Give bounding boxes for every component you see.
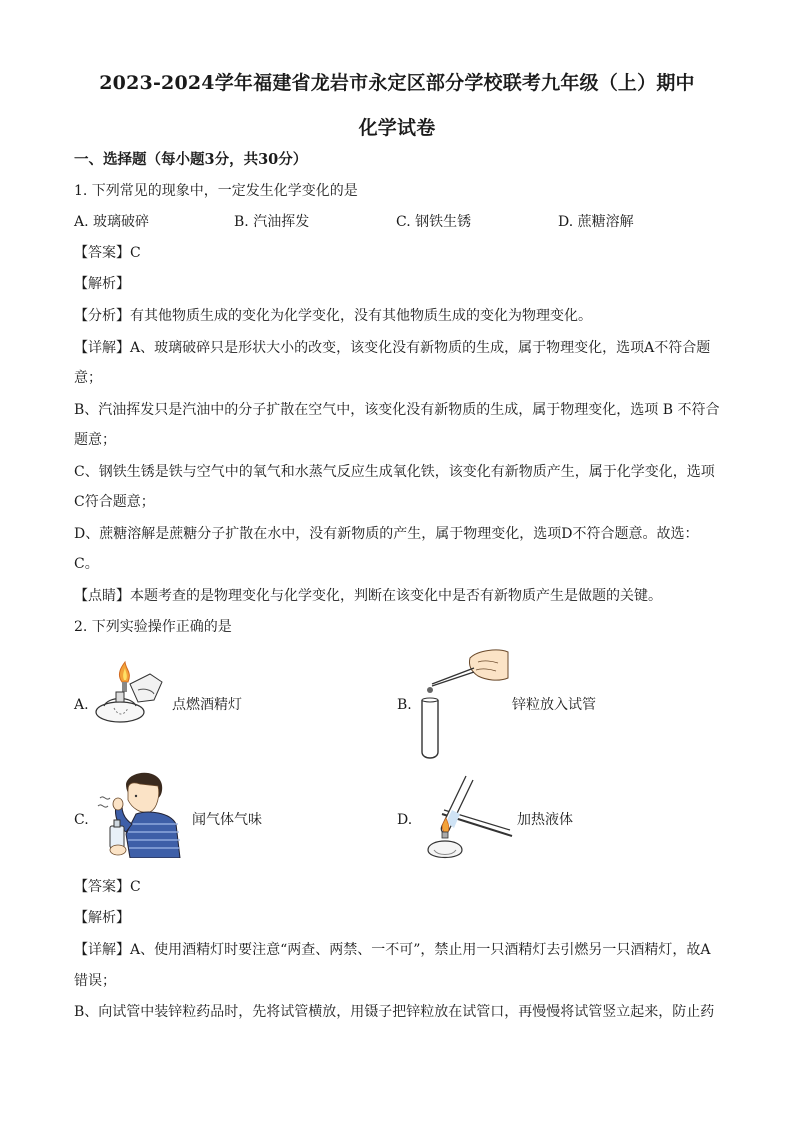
q1-option-c: C. 钢铁生锈 (396, 214, 472, 230)
smelling-gas-icon (96, 768, 182, 858)
section-heading: 一、选择题（每小题3分，共30分） (74, 151, 308, 168)
q1-analysis-label: 【解析】 (74, 276, 130, 292)
q2-option-a-caption: 点燃酒精灯 (172, 697, 242, 713)
q2-option-b-caption: 锌粒放入试管 (512, 697, 596, 713)
q1-detail-line: 【详解】A、玻璃破碎只是形状大小的改变，该变化没有新物质的生成，属于物理变化，选项A不符合题 (74, 340, 711, 356)
q1-detail-line: B、汽油挥发只是汽油中的分子扩散在空气中，该变化没有新物质的生成，属于物理变化，选项 B 不符合 (74, 402, 720, 418)
q1-option-d: D. 蔗糖溶解 (558, 214, 634, 230)
q1-option-a: A. 玻璃破碎 (74, 214, 150, 230)
q1-dianjing: 【点睛】本题考查的是物理变化与化学变化，判断在该变化中是否有新物质产生是做题的关键。 (74, 588, 662, 604)
q2-detail-line: 【详解】A、使用酒精灯时要注意“两查、两禁、一不可”，禁止用一只酒精灯去引燃另一只酒精灯，故A (74, 942, 711, 958)
q2-detail-line: 错误； (74, 973, 116, 989)
q2-option-d-caption: 加热液体 (517, 812, 573, 828)
q1-answer: 【答案】C (74, 245, 141, 261)
q2-option-c-caption: 闻气体气味 (192, 812, 262, 828)
exam-title-line2: 化学试卷 (358, 117, 436, 139)
heating-liquid-icon (416, 770, 516, 866)
q1-fenxi: 【分析】有其他物质生成的变化为化学变化，没有其他物质生成的变化为物理变化。 (74, 308, 592, 324)
q2-option-c-letter: C. (74, 812, 89, 828)
q1-detail-line: C。 (74, 556, 99, 572)
q1-stem: 1. 下列常见的现象中，一定发生化学变化的是 (74, 183, 358, 199)
q1-detail-line: D、蔗糖溶解是蔗糖分子扩散在水中，没有新物质的产生，属于物理变化，选项D不符合题意。故选： (74, 526, 699, 542)
q2-option-d-letter: D. (397, 812, 413, 828)
q1-option-b: B. 汽油挥发 (234, 214, 310, 230)
q1-detail-line: 意； (74, 370, 102, 386)
q1-detail-line: C、钢铁生锈是铁与空气中的氧气和水蒸气反应生成氧化铁，该变化有新物质产生，属于化学变化，选项 (74, 464, 715, 480)
q2-stem: 2. 下列实验操作正确的是 (74, 619, 232, 635)
zinc-into-test-tube-icon (412, 648, 512, 764)
q2-detail-line: B、向试管中装锌粒药品时，先将试管横放，用镊子把锌粒放在试管口，再慢慢将试管竖立起来，防止药 (74, 1004, 715, 1020)
q2-analysis-label: 【解析】 (74, 910, 130, 926)
q2-option-a-letter: A. (74, 697, 89, 713)
q2-answer: 【答案】C (74, 879, 141, 895)
alcohol-lamp-lighting-icon (92, 660, 174, 728)
q1-detail-line: 题意； (74, 432, 116, 448)
q2-option-b-letter: B. (397, 697, 412, 713)
exam-title-line1: 2023-2024学年福建省龙岩市永定区部分学校联考九年级（上）期中 (99, 72, 695, 94)
q1-detail-line: C符合题意； (74, 494, 155, 510)
